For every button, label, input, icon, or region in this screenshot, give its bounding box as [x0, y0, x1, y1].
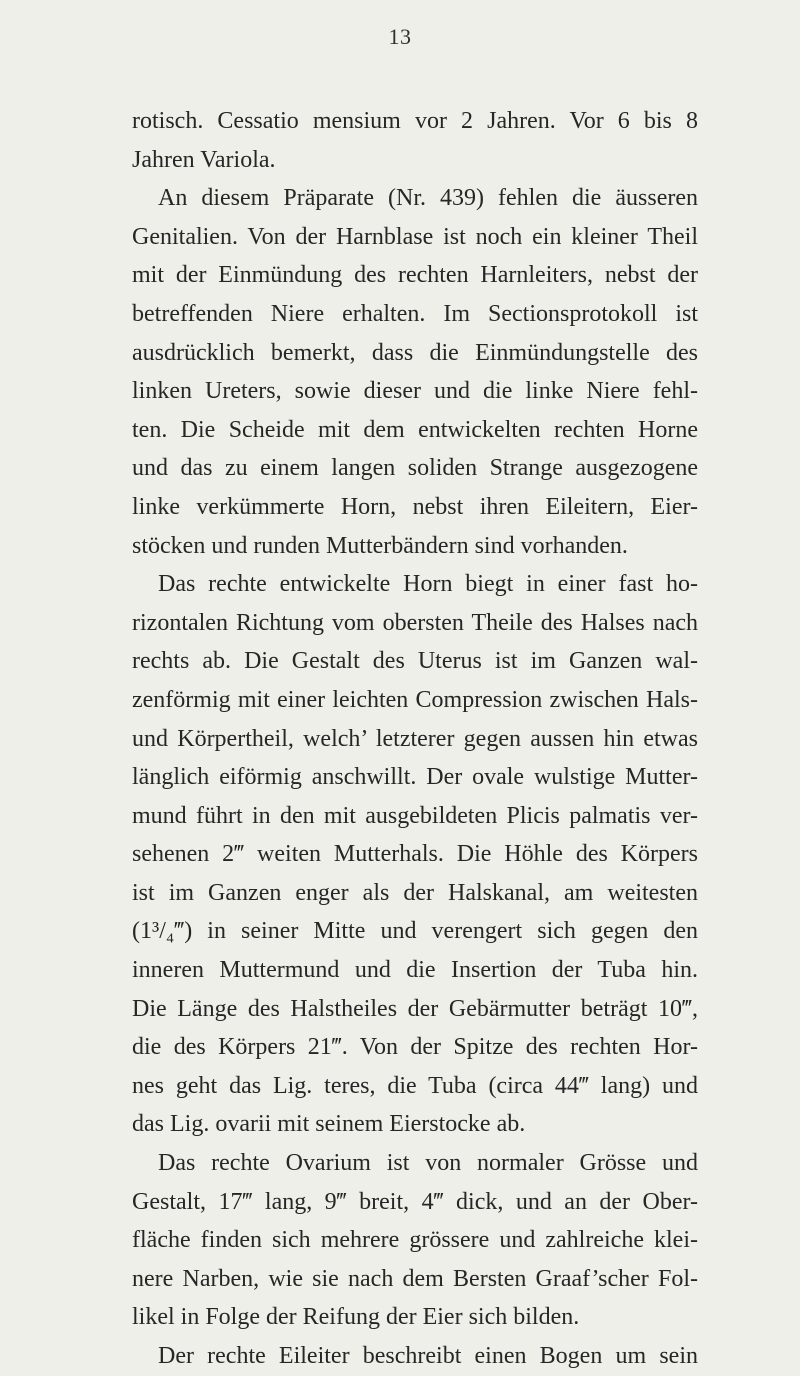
text-line: zenförmig mit einer leichten Compression zwischen Hals- [132, 686, 698, 713]
text-line: betreffenden Niere erhalten. Im Sectionsprotokoll ist [132, 300, 698, 327]
text-line: rotisch. Cessatio mensium vor 2 Jahren. Vor 6 bis 8 [132, 108, 698, 134]
text-line: das Lig. ovarii mit seinem Eierstocke ab. [132, 1111, 526, 1138]
text-line: sehenen 2‴ weiten Mutterhals. Die Höhle des Körpers [132, 841, 698, 868]
text-line: rizontalen Richtung vom obersten Theile des Halses nach [132, 609, 698, 636]
text-line: inneren Muttermund und die Insertion der Tuba hin. [132, 957, 698, 984]
text-line: mund führt in den mit ausgebildeten Plicis palmatis ver- [132, 802, 698, 829]
text-line: mit der Einmündung des rechten Harnleiters, nebst der [132, 262, 698, 289]
text-line: nes geht das Lig. teres, die Tuba (circa 44‴ lang) und [132, 1072, 698, 1099]
text-line: linke verkümmerte Horn, nebst ihren Eileitern, Eier- [132, 493, 698, 520]
text-line: und Körpertheil, welch’ letzterer gegen aussen hin etwas [132, 725, 698, 752]
text-line: ten. Die Scheide mit dem entwickelten rechten Horne [132, 416, 698, 443]
text-line: Jahren Variola. [132, 146, 276, 173]
text-line: ist im Ganzen enger als der Halskanal, am weitesten [132, 879, 698, 906]
text-line: Gestalt, 17‴ lang, 9‴ breit, 4‴ dick, und an der Ober- [132, 1188, 698, 1215]
text-line: nere Narben, wie sie nach dem Bersten Graaf’scher Fol- [132, 1265, 698, 1292]
text-line: rechts ab. Die Gestalt des Uterus ist im Ganzen wal- [132, 648, 698, 675]
text-line: länglich eiförmig anschwillt. Der ovale wulstige Mutter- [132, 764, 698, 791]
text-line: linken Ureters, sowie dieser und die linke Niere fehl- [132, 378, 698, 405]
text-line: fläche finden sich mehrere grössere und zahlreiche klei- [132, 1227, 698, 1254]
text-line: Die Länge des Halstheiles der Gebärmutter beträgt 10‴, [132, 995, 698, 1022]
text-line: (1³/₄‴) in seiner Mitte und verengert sich gegen den [132, 918, 698, 945]
text-line: und das zu einem langen soliden Strange ausgezogene [132, 455, 698, 482]
text-line: likel in Folge der Reifung der Eier sich bilden. [132, 1304, 580, 1331]
text-line: ausdrücklich bemerkt, dass die Einmündungstelle des [132, 339, 698, 366]
text-line: Das rechte entwickelte Horn biegt in einer fast ho- [158, 571, 698, 598]
text-line: Genitalien. Von der Harnblase ist noch ein kleiner Theil [132, 223, 698, 250]
page-number: 13 [388, 24, 412, 49]
text-line: Das rechte Ovarium ist von normaler Grösse und [158, 1150, 698, 1177]
text-line: An diesem Präparate (Nr. 439) fehlen die äusseren [158, 185, 698, 212]
text-line: stöcken und runden Mutterbändern sind vorhanden. [132, 532, 628, 559]
text-line: Der rechte Eileiter beschreibt einen Bogen um sein [158, 1343, 698, 1369]
text-line: die des Körpers 21‴. Von der Spitze des rechten Hor- [132, 1034, 698, 1061]
body-text [132, 102, 698, 1376]
